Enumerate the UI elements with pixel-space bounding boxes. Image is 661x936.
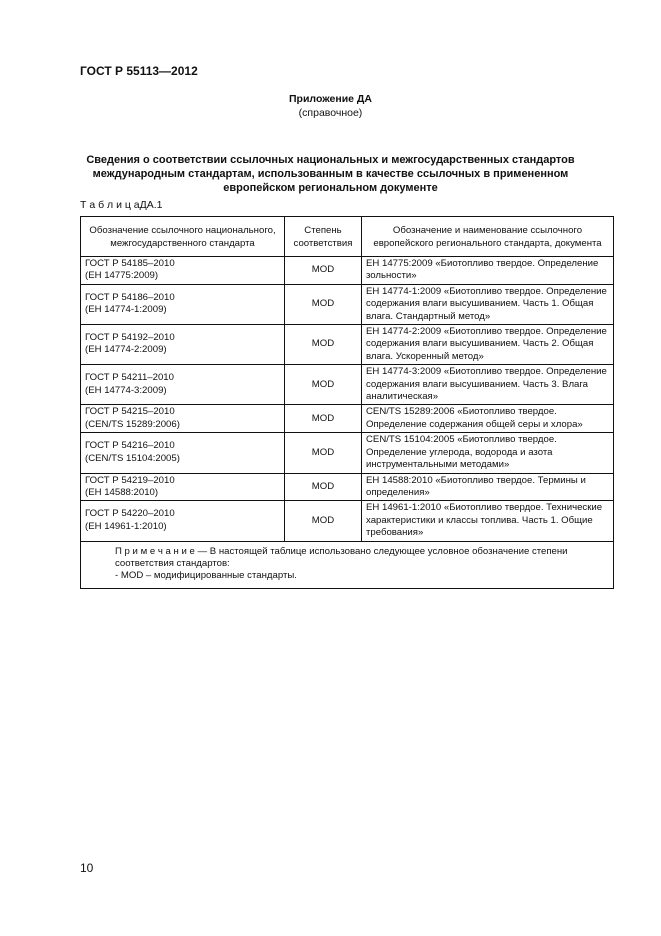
table-row	[81, 433, 614, 473]
degree-cell: MOD	[285, 433, 362, 473]
table-row	[81, 325, 614, 365]
annex-subtitle: (справочное)	[298, 107, 363, 119]
degree-cell: MOD	[285, 257, 362, 285]
national-standard-cell: ГОСТ Р 54215–2010 (CEN/TS 15289:2006)	[81, 405, 285, 433]
table-row	[81, 365, 614, 405]
annex-title: Приложение ДА	[289, 93, 372, 105]
annex-heading	[0, 92, 661, 120]
european-standard-cell: CEN/TS 15104:2005 «Биотопливо твердое. Определение углерода, водорода и азота инструментальными методами»	[362, 433, 614, 473]
degree-cell: MOD	[285, 284, 362, 324]
section-heading: Сведения о соответствии ссылочных национальных и межгосударственных стандартов международным стандартам, использованным в качестве ссылочных в примененном европейском региональном документе	[86, 154, 575, 194]
european-standard-cell: ЕН 14774-2:2009 «Биотопливо твердое. Определение содержания влаги высушиванием. Часть 2. Общая влага. Ускоренный метод»	[362, 325, 614, 365]
note-text: — В настоящей таблице использовано следующее условное обозначение степени соответствия стандартов:	[115, 545, 568, 569]
table-note	[81, 541, 614, 588]
table-row	[81, 501, 614, 541]
european-standard-cell: ЕН 14588:2010 «Биотопливо твердое. Термины и определения»	[362, 473, 614, 501]
national-standard-cell: ГОСТ Р 54216–2010 (CEN/TS 15104:2005)	[81, 433, 285, 473]
table-row	[81, 284, 614, 324]
degree-cell: MOD	[285, 405, 362, 433]
table-note-row	[81, 541, 614, 588]
table-label-prefix: Т а б л и ц а	[80, 199, 140, 211]
european-standard-cell: ЕН 14774-1:2009 «Биотопливо твердое. Определение содержания влаги высушиванием. Часть 1. Общая влага. Стандартный метод»	[362, 284, 614, 324]
european-standard-cell: ЕН 14775:2009 «Биотопливо твердое. Определение зольности»	[362, 257, 614, 285]
national-standard-cell: ГОСТ Р 54219–2010 (ЕН 14588:2010)	[81, 473, 285, 501]
table-header-row	[81, 217, 614, 257]
degree-cell: MOD	[285, 473, 362, 501]
national-standard-cell: ГОСТ Р 54211–2010 (ЕН 14774-3:2009)	[81, 365, 285, 405]
column-header-european: Обозначение и наименование ссылочного европейского регионального стандарта, документа	[362, 217, 614, 257]
table-label	[80, 199, 163, 211]
degree-cell: MOD	[285, 501, 362, 541]
european-standard-cell: CEN/TS 15289:2006 «Биотопливо твердое. Определение содержания общей серы и хлора»	[362, 405, 614, 433]
page-number: 10	[80, 861, 94, 875]
national-standard-cell: ГОСТ Р 54185–2010 (ЕН 14775:2009)	[81, 257, 285, 285]
national-standard-cell: ГОСТ Р 54220–2010 (ЕН 14961-1:2010)	[81, 501, 285, 541]
document-code: ГОСТ Р 55113—2012	[80, 64, 198, 78]
national-standard-cell: ГОСТ Р 54186–2010 (ЕН 14774-1:2009)	[81, 284, 285, 324]
table-row	[81, 473, 614, 501]
note-item: - MOD – модифицированные стандарты.	[115, 570, 297, 582]
table-row	[81, 405, 614, 433]
national-standard-cell: ГОСТ Р 54192–2010 (ЕН 14774-2:2009)	[81, 325, 285, 365]
european-standard-cell: ЕН 14961-1:2010 «Биотопливо твердое. Технические характеристики и классы топлива. Часть 1. Общие требования»	[362, 501, 614, 541]
note-label: П р и м е ч а н и е	[115, 545, 195, 557]
table-label-id: ДА.1	[139, 199, 163, 211]
correspondence-table	[80, 216, 614, 589]
column-header-degree: Степень соответствия	[285, 217, 362, 257]
degree-cell: MOD	[285, 365, 362, 405]
table-row	[81, 257, 614, 285]
column-header-national: Обозначение ссылочного национального, межгосударственного стандарта	[81, 217, 285, 257]
european-standard-cell: ЕН 14774-3:2009 «Биотопливо твердое. Определение содержания влаги высушиванием. Часть 3. Влага аналитическая»	[362, 365, 614, 405]
degree-cell: MOD	[285, 325, 362, 365]
